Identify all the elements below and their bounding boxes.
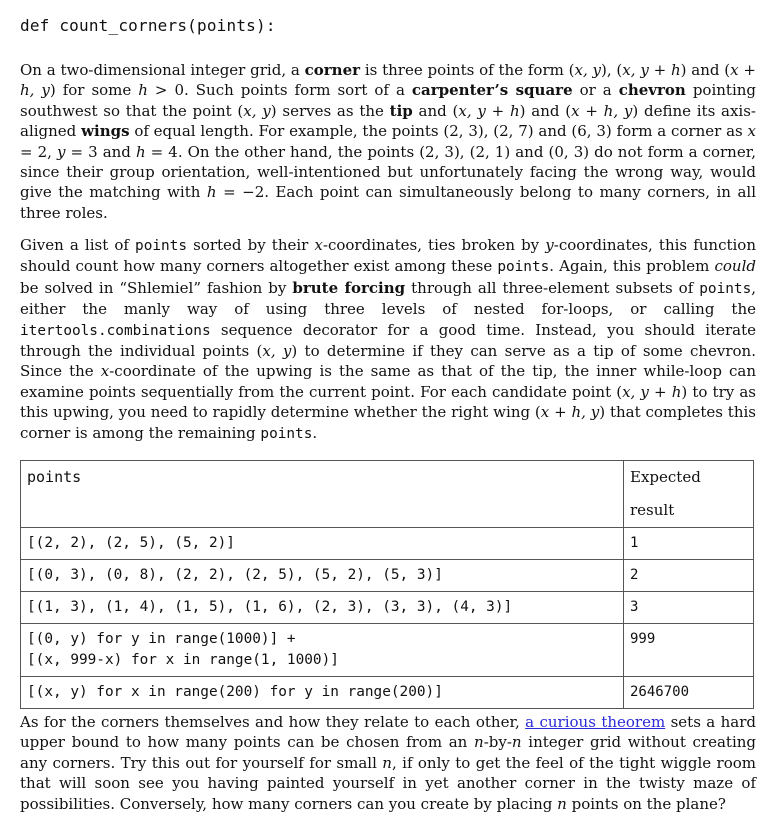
math-var: x [571, 101, 580, 120]
text-run: = −2. Each point can simultaneously belong to many corners, in all three roles. [20, 183, 756, 222]
text-run: through all three-element subsets of [405, 278, 700, 297]
code-points: points [135, 238, 188, 254]
math-var: y [545, 236, 554, 254]
term-chevron: chevron [618, 81, 686, 100]
math-var: h, y [603, 101, 633, 120]
text-run: Given a list of [20, 236, 136, 254]
table-row [21, 560, 754, 592]
paragraph-task [20, 235, 756, 444]
math-var: x [747, 122, 756, 141]
expected-cell: 999 [624, 624, 754, 677]
text-run: pointing southwest so that the point ( [20, 81, 757, 120]
math-var: h [138, 81, 148, 100]
term-wings: wings [81, 122, 130, 141]
text-run: + [648, 382, 672, 401]
text-run: -coordinate of the upwing is the same as that of the tip, the inner while-loop can examine points sequentially from the current point. For each candidate point ( [20, 362, 757, 401]
text-run: integer grid without creating any corners. Try this out for yourself for small [20, 733, 757, 772]
code-points: points [497, 259, 550, 276]
math-var: n [474, 733, 484, 752]
math-var: x, y [243, 101, 271, 120]
points-line: [(0, y) for y in range(1000)] + [27, 631, 296, 647]
text-run: ), ( [601, 61, 623, 79]
text-run: = 2, [20, 142, 57, 161]
text-run: , either the manly way of using three levels of nested for-loops, or calling the [20, 278, 757, 319]
points-line: [(x, 999-x) for x in range(1, 1000)] [27, 652, 339, 668]
code-points: points [260, 425, 313, 442]
header-points: points [21, 461, 624, 528]
text-run: ) that completes this corner is among the remaining [20, 403, 756, 442]
text-run: ) and ( [680, 61, 731, 79]
table-header-row [21, 461, 754, 528]
expected-cell: 3 [624, 592, 754, 624]
paragraph-theorem [20, 712, 756, 814]
points-cell [21, 560, 624, 592]
function-signature: def count_corners(points): [20, 16, 276, 35]
text-run: is three points of the form ( [360, 61, 575, 79]
text-run: ) for some [49, 81, 139, 100]
points-cell [21, 677, 624, 709]
expected-cell: 1 [624, 528, 754, 560]
text-run: + [648, 61, 671, 79]
code-itertools-combinations: itertools.combinations [20, 322, 211, 339]
table-row [21, 677, 754, 709]
expected-cell: 2646700 [624, 677, 754, 709]
math-var: h, y [571, 403, 600, 422]
text-run: = 3 and [65, 142, 136, 161]
text-run: sequence decorator for a good time. Instead, you should iterate through the individual points ( [20, 320, 756, 361]
points-line: [(x, y) for x in range(200) for y in range(200)] [27, 684, 443, 700]
math-var: n [511, 733, 522, 752]
points-cell [21, 592, 624, 624]
text-run: or a [572, 81, 619, 100]
math-var: x, y [574, 61, 602, 79]
examples-table [20, 460, 754, 709]
code-points: points [699, 280, 752, 297]
math-var: y [56, 142, 66, 161]
points-cell [21, 528, 624, 560]
expected-cell: 2 [624, 560, 754, 592]
math-var: h [206, 183, 217, 202]
text-run: be solved in “Shlemiel” fashion by [20, 278, 293, 297]
header-expected-result: Expected result [624, 461, 754, 528]
table-row [21, 528, 754, 560]
term-tip: tip [389, 101, 413, 120]
math-var: x [730, 61, 739, 79]
emphasis-could: could [714, 257, 756, 276]
math-var: x, y [458, 101, 486, 120]
text-run: ) define its axis-aligned [20, 101, 757, 141]
text-run: . [312, 423, 318, 442]
term-carpenters-square: carpenter’s square [411, 81, 573, 100]
math-var: h [671, 382, 682, 401]
text-run: = 4. On the other hand, the points (2, 3), (2, 1) and (0, 3) do not form a corner, since their group orientation, well-intentioned but unfortunately facing the wrong way, would give the matching with [20, 142, 757, 202]
curious-theorem-link[interactable]: a curious theorem [525, 713, 666, 731]
math-var: h [135, 142, 146, 161]
points-line: [(0, 3), (0, 8), (2, 2), (2, 5), (5, 2), (5, 3)] [27, 567, 443, 583]
text-run: sets a hard upper bound to how many points can be chosen from an [20, 713, 757, 752]
math-var: x [100, 362, 110, 381]
text-run: . Again, this problem [549, 257, 715, 276]
text-run: + [738, 61, 756, 79]
points-line: [(1, 3), (1, 4), (1, 5), (1, 6), (2, 3), (3, 3), (4, 3)] [27, 599, 513, 615]
math-var: n [382, 753, 392, 772]
text-run: ) to try as this upwing, you need to rapidly determine whether the right wing ( [20, 382, 756, 422]
text-run: -coordinates, this function should count how many corners altogether exist among these [20, 236, 756, 276]
text-run: points on the plane? [566, 794, 726, 813]
table-row [21, 624, 754, 677]
text-run: On a two-dimensional integer grid, a [20, 61, 305, 79]
math-var: n [557, 794, 567, 813]
points-cell [21, 624, 624, 677]
text-run: -by- [483, 733, 512, 752]
text-run: ) and ( [519, 101, 572, 120]
text-run: ) to determine if they can serve as a tip of some chevron. Since the [20, 342, 756, 381]
math-var: x, y [622, 382, 649, 401]
text-run: + [485, 101, 510, 120]
math-var: h [509, 101, 520, 120]
text-run: and ( [412, 101, 459, 120]
text-run: + [579, 101, 604, 120]
text-run: As for the corners themselves and how they relate to each other, [20, 713, 526, 731]
text-run: + [549, 403, 572, 422]
table-row [21, 592, 754, 624]
math-var: x, y [622, 61, 649, 79]
text-run: -coordinates, ties broken by [322, 236, 546, 254]
text-run: of equal length. For example, the points (2, 3), (2, 7) and (6, 3) form a corner as [129, 122, 748, 141]
term-corner: corner [304, 61, 361, 79]
points-line: [(2, 2), (2, 5), (5, 2)] [27, 535, 235, 551]
math-var: x [540, 403, 550, 422]
text-run: > 0. Such points form sort of a [147, 81, 412, 100]
text-run: , if only to get the feel of the tight wiggle room that will soon see you having painted yourself in yet another corner in the twisty maze of possibilities. Conversely, how many corners can you create by placing [20, 753, 756, 813]
term-brute-forcing: brute forcing [292, 278, 406, 297]
math-var: h [670, 61, 681, 79]
text-run: ) serves as the [270, 101, 390, 120]
math-var: x [314, 236, 323, 254]
text-run: sorted by their [187, 236, 315, 254]
math-var: x, y [262, 342, 292, 361]
math-var: h, y [20, 81, 50, 100]
paragraph-definition [20, 60, 756, 223]
